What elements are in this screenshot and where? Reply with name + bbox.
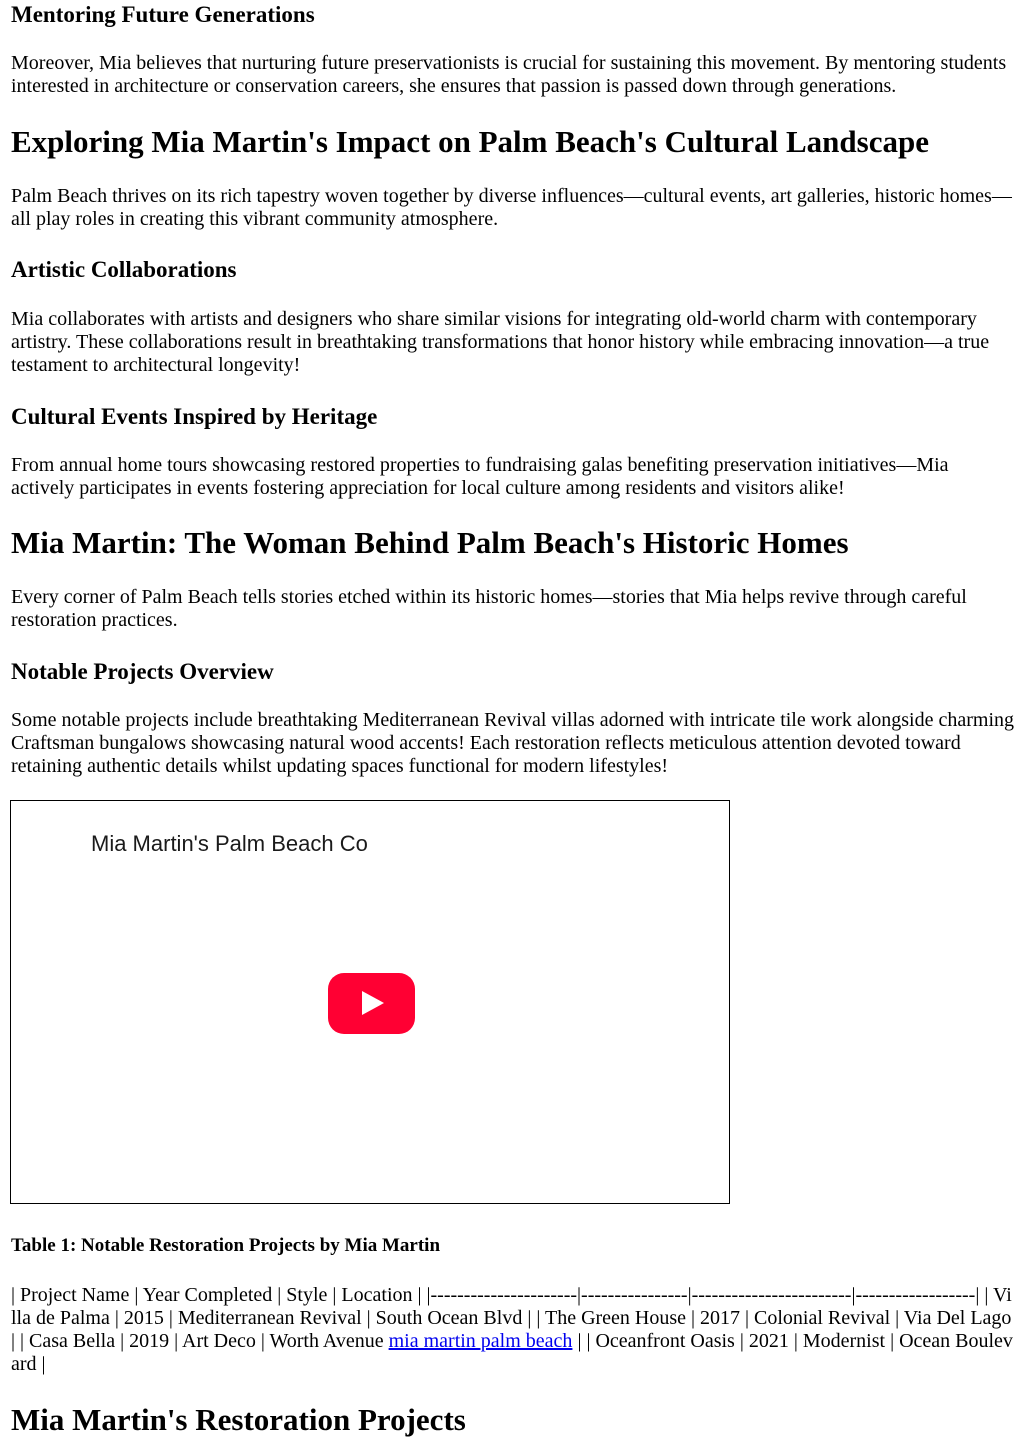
section-heading-exploring: Exploring Mia Martin's Impact on Palm Beach's Cultural Landscape <box>11 124 929 159</box>
play-triangle-icon <box>362 991 384 1015</box>
paragraph-woman: Every corner of Palm Beach tells stories etched within its historic homes—stories that Mia helps revive through careful restoration practices. <box>11 586 967 631</box>
table-caption: Table 1: Notable Restoration Projects by Mia Martin <box>11 1235 441 1256</box>
paragraph-artistic: Mia collaborates with artists and designers who share similar visions for integrating old-world charm with contemporary artistry. These collaborations result in breathtaking transformations that honor history while embracing innovation—a true testament to architectural longevity! <box>11 308 990 376</box>
video-embed[interactable] <box>10 800 730 1204</box>
section-heading-artistic: Artistic Collaborations <box>11 257 237 282</box>
section-heading-restoration: Mia Martin's Restoration Projects <box>11 1402 466 1437</box>
section-heading-cultural: Cultural Events Inspired by Heritage <box>11 404 378 429</box>
table-text-part-2: | | Oceanfront Oasis | 2021 | Modernist | Ocean Boulevard | <box>11 1330 1013 1375</box>
video-title[interactable]: Mia Martin's Palm Beach Co <box>91 831 368 856</box>
paragraph-exploring: Palm Beach thrives on its rich tapestry woven together by diverse influences—cultural events, art galleries, historic homes—all play roles in creating this vibrant community atmosphere. <box>11 185 1012 230</box>
markdown-table-text <box>11 1284 1014 1376</box>
section-heading-mentoring: Mentoring Future Generations <box>11 2 315 27</box>
youtube-play-icon[interactable] <box>328 973 415 1034</box>
paragraph-cultural: From annual home tours showcasing restored properties to fundraising galas benefiting preservation initiatives—Mia actively participates in events fostering appreciation for local culture among residents and visitors alike! <box>11 454 949 499</box>
section-heading-woman: Mia Martin: The Woman Behind Palm Beach's Historic Homes <box>11 525 849 560</box>
paragraph-mentoring: Moreover, Mia believes that nurturing future preservationists is crucial for sustaining this movement. By mentoring students interested in architecture or conservation careers, she ensures that passion is passed down through generations. <box>11 52 1007 97</box>
section-heading-notable: Notable Projects Overview <box>11 659 274 684</box>
table-text-part-1: | Project Name | Year Completed | Style | Location | |----------------------|----------------|------------------------|------------------| | Villa de Palma | 2015 | Mediterranean Revival | South Ocean Blvd | | The Green House | 2017 | Colonial Revival | Via Del Lago | | Casa Bella | 2019 | Art Deco | Worth Avenue <box>11 1284 1012 1352</box>
mia-martin-palm-beach-link[interactable]: mia martin palm beach <box>388 1330 573 1352</box>
paragraph-notable: Some notable projects include breathtaking Mediterranean Revival villas adorned with intricate tile work alongside charming Craftsman bungalows showcasing natural wood accents! Each restoration reflects meticulous attention devoted toward retaining authentic details whilst updating spaces functional for modern lifestyles! <box>11 709 1015 777</box>
